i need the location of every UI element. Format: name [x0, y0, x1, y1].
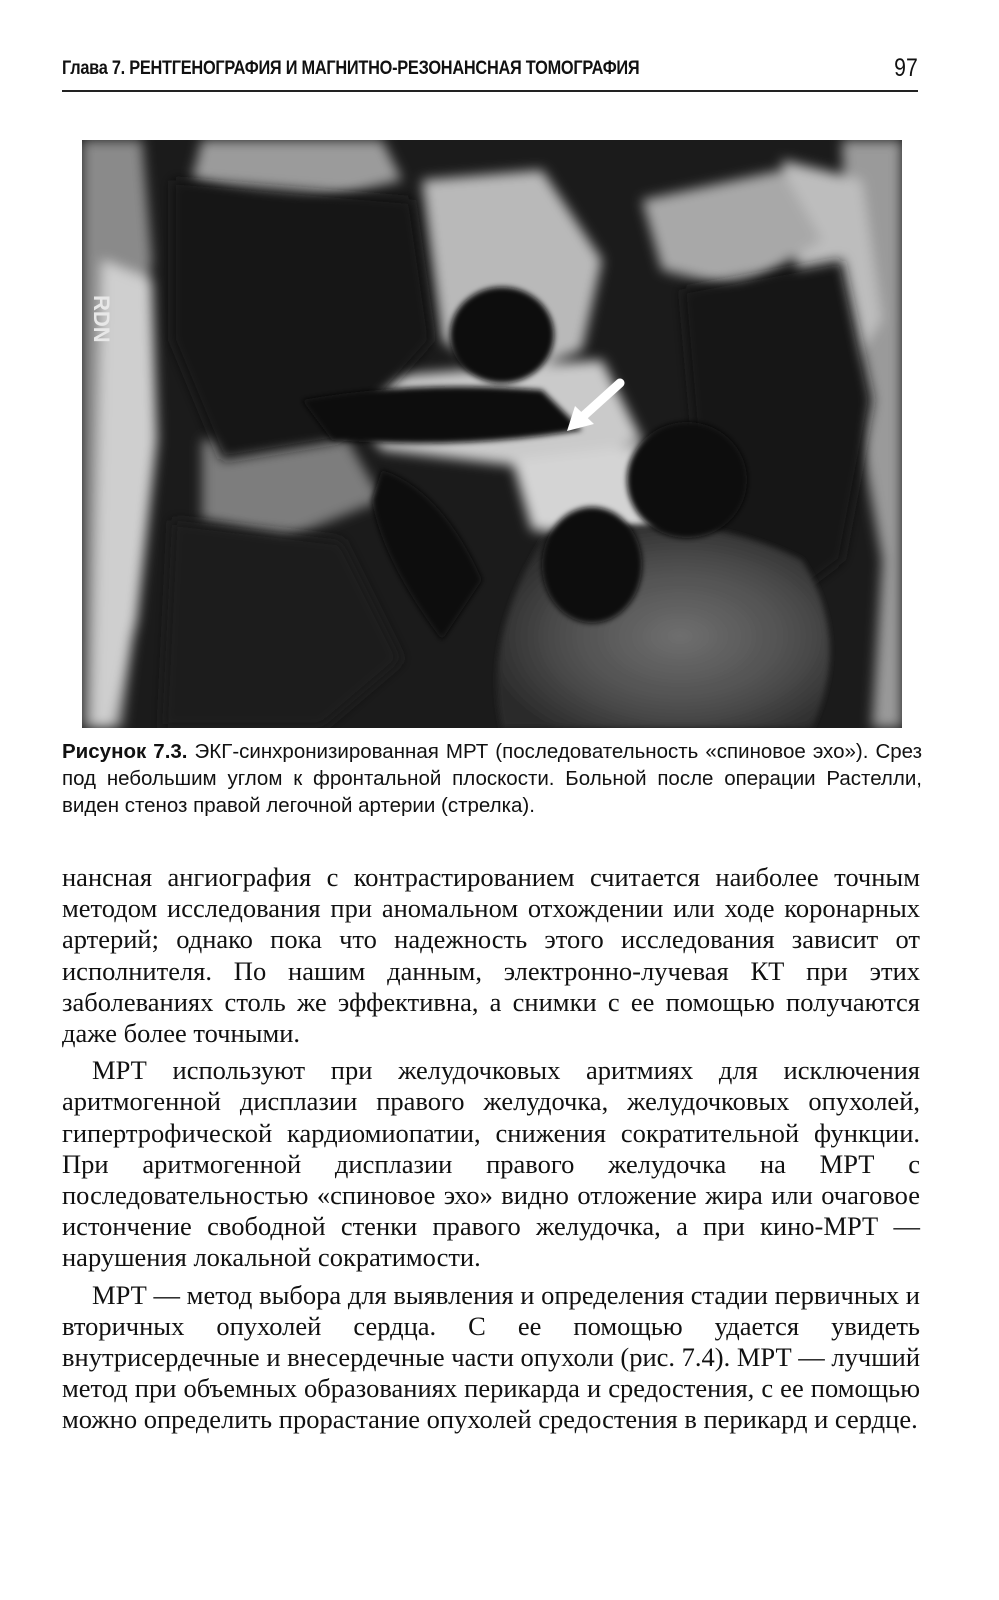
figure-caption — [62, 738, 922, 819]
paragraph-1: нансная ангиография с контрастированием считается наиболее точным методом исследования при аномальном отхождении или ходе коронарных артерий; однако пока что надежность этого исследования зависит от исполнителя. По нашим данным, электронно-лучевая КТ при этих заболеваниях столь же эффективна, а снимки с ее помощью получаются даже более точными. — [62, 862, 920, 1049]
paragraph-2: МРТ используют при желудочковых аритмиях для исключения аритмогенной дисплазии правого желудочка, желудочковых опухолей, гипертрофической кардиомиопатии, снижения сократительной функции. При аритмогенной дисплазии правого желудочка на МРТ с последовательностью «спиновое эхо» видно отложение жира или очаговое истончение свободной стенки правого желудочка, а при кино-МРТ — нарушения локальной сократимости. — [62, 1055, 920, 1273]
body-text — [62, 862, 920, 1442]
caption-text: ЭКГ-синхронизированная МРТ (последовательность «спиновое эхо»). Срез под небольшим углом к фронтальной плоскости. Больной после операции Растелли, виден стеноз правой легочной артерии (стрелка). — [62, 740, 922, 817]
mri-scan-image — [82, 140, 902, 728]
page-number: 97 — [894, 54, 918, 82]
chapter-title: Глава 7. РЕНТГЕНОГРАФИЯ И МАГНИТНО-РЕЗОНАНСНАЯ ТОМОГРАФИЯ — [62, 58, 640, 79]
page-header — [62, 54, 918, 92]
mri-figure — [82, 140, 902, 728]
side-marker: RDN — [89, 295, 114, 343]
caption-label: Рисунок 7.3. — [62, 740, 188, 763]
paragraph-3: МРТ — метод выбора для выявления и определения стадии первичных и вторичных опухолей сердца. С ее помощью удается увидеть внутрисердечные и внесердечные части опухоли (рис. 7.4). МРТ — лучший метод при объемных образованиях перикарда и средостения, с ее помощью можно определить прорастание опухолей средостения в перикард и сердце. — [62, 1279, 920, 1435]
